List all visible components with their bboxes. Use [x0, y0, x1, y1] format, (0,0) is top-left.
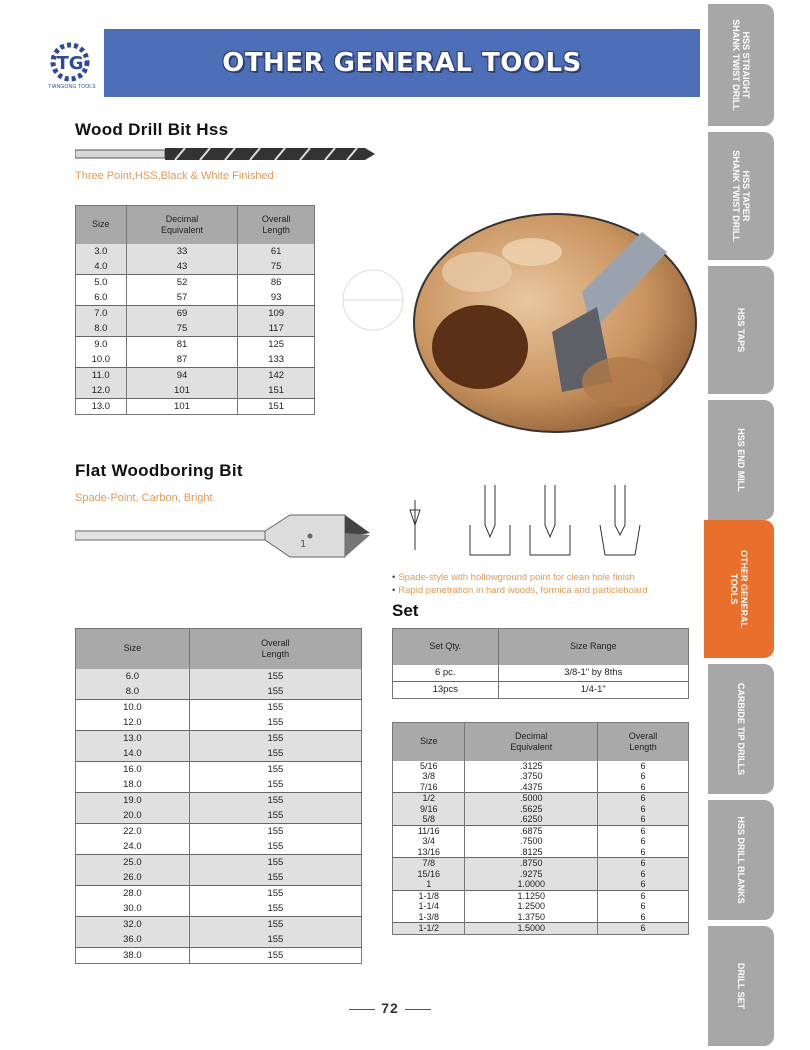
table-row: [76, 305, 315, 321]
col-header: Overall Length: [598, 723, 689, 761]
wood-drill-subtitle: Three Point,HSS,Black & White Finished: [75, 170, 274, 182]
table-row: [76, 383, 315, 399]
table-cell: 155: [189, 761, 361, 777]
table-cell: 6: [598, 890, 689, 901]
col-header: Size Range: [498, 629, 689, 665]
table-row: [76, 808, 362, 824]
table-cell: .9275: [465, 869, 598, 880]
table-row: [393, 761, 689, 772]
table-cell: 155: [189, 932, 361, 948]
table-cell: 38.0: [76, 947, 190, 963]
flat-bit-title: Flat Woodboring Bit: [75, 461, 243, 480]
tab-carbide-tip-drills[interactable]: [708, 664, 774, 794]
table-cell: 155: [189, 684, 361, 700]
table-cell: 61: [238, 244, 315, 259]
table-cell: 7/8: [393, 858, 465, 869]
col-header: Overall Length: [189, 629, 361, 669]
table-cell: 151: [238, 398, 315, 414]
col-header: Size: [76, 206, 127, 244]
table-cell: 8.0: [76, 684, 190, 700]
table-cell: 69: [126, 305, 238, 321]
table-cell: 6: [598, 782, 689, 793]
table-cell: 1.0000: [465, 879, 598, 890]
table-cell: 20.0: [76, 808, 190, 824]
table-cell: 9.0: [76, 336, 127, 352]
table-row: [76, 746, 362, 762]
table-cell: 43: [126, 259, 238, 275]
table-cell: 13.0: [76, 730, 190, 746]
table-row: [76, 290, 315, 306]
table-cell: 3/4: [393, 836, 465, 847]
table-cell: 6: [598, 869, 689, 880]
table-cell: 75: [126, 321, 238, 337]
wood-drill-title: Wood Drill Bit Hss: [75, 120, 229, 139]
table-cell: 10.0: [76, 352, 127, 368]
table-row: [76, 839, 362, 855]
set-table: [392, 628, 689, 699]
table-cell: 9/16: [393, 804, 465, 815]
table-cell: 6: [598, 858, 689, 869]
tab-other-general-tools[interactable]: [704, 520, 774, 658]
table-row: [76, 885, 362, 901]
tab-label: HSS DRILL BLANKS: [736, 816, 746, 904]
table-cell: 3/8: [393, 771, 465, 782]
table-cell: 94: [126, 367, 238, 383]
table-cell: 155: [189, 854, 361, 870]
table-cell: 155: [189, 746, 361, 762]
table-cell: 117: [238, 321, 315, 337]
table-cell: 81: [126, 336, 238, 352]
tab-drill-set[interactable]: [708, 926, 774, 1046]
table-cell: 86: [238, 274, 315, 290]
col-header: Set Qty.: [393, 629, 499, 665]
table-cell: 36.0: [76, 932, 190, 948]
table-cell: 11/16: [393, 825, 465, 836]
table-cell: .8125: [465, 847, 598, 858]
svg-text:TG: TG: [56, 53, 84, 74]
table-cell: 14.0: [76, 746, 190, 762]
table-cell: 155: [189, 715, 361, 731]
tab-label: HSS END MILL: [736, 428, 746, 492]
table-row: [76, 244, 315, 259]
table-cell: 22.0: [76, 823, 190, 839]
table-cell: 155: [189, 947, 361, 963]
table-cell: 3/8-1" by 8ths: [498, 665, 689, 682]
table-row: [76, 684, 362, 700]
table-row: [393, 782, 689, 793]
table-cell: 101: [126, 383, 238, 399]
table-cell: 142: [238, 367, 315, 383]
table-cell: 6: [598, 771, 689, 782]
background-sketch: [338, 260, 408, 340]
table-row: [76, 321, 315, 337]
table-cell: 4.0: [76, 259, 127, 275]
inch-table: [392, 722, 689, 935]
page-number: 72: [335, 1000, 445, 1016]
table-row: [76, 792, 362, 808]
wood-drill-bit-illustration: [75, 143, 375, 165]
table-row: [76, 947, 362, 963]
table-cell: .6875: [465, 825, 598, 836]
table-cell: 6: [598, 879, 689, 890]
table-cell: 16.0: [76, 761, 190, 777]
table-row: [393, 771, 689, 782]
table-row: [393, 825, 689, 836]
col-header: Size: [76, 629, 190, 669]
table-cell: 1/4-1": [498, 681, 689, 698]
table-cell: 6: [598, 836, 689, 847]
set-title: Set: [392, 601, 419, 620]
table-row: [393, 804, 689, 815]
table-cell: 32.0: [76, 916, 190, 932]
table-row: [393, 793, 689, 804]
table-cell: 87: [126, 352, 238, 368]
table-cell: 5/8: [393, 814, 465, 825]
table-cell: 26.0: [76, 870, 190, 886]
table-cell: 28.0: [76, 885, 190, 901]
tab-label: DRILL SET: [736, 962, 746, 1010]
flat-bit-illustration: [75, 505, 375, 565]
table-cell: 101: [126, 398, 238, 414]
table-row: [393, 847, 689, 858]
table-row: [76, 669, 362, 684]
table-row: [393, 879, 689, 890]
table-cell: .6250: [465, 814, 598, 825]
table-cell: 1.3750: [465, 912, 598, 923]
table-row: [76, 777, 362, 793]
table-cell: 25.0: [76, 854, 190, 870]
table-cell: 24.0: [76, 839, 190, 855]
table-row: [393, 836, 689, 847]
col-header: Overall Length: [238, 206, 315, 244]
table-cell: 155: [189, 808, 361, 824]
tab-hss-taps[interactable]: [708, 266, 774, 394]
table-cell: 6: [598, 761, 689, 772]
table-cell: 155: [189, 823, 361, 839]
table-row: [393, 912, 689, 923]
table-cell: 1-3/8: [393, 912, 465, 923]
table-cell: 33: [126, 244, 238, 259]
table-row: [76, 901, 362, 917]
wood-drill-table: [75, 205, 315, 415]
feature-item: • Rapid penetration in hard woods, formica and particleboard: [392, 584, 648, 597]
table-row: [76, 699, 362, 715]
table-cell: 5/16: [393, 761, 465, 772]
tab-label: HSS TAPS: [736, 307, 746, 353]
table-row: [393, 665, 689, 682]
table-cell: 155: [189, 792, 361, 808]
table-row: [76, 870, 362, 886]
table-cell: 133: [238, 352, 315, 368]
table-cell: 11.0: [76, 367, 127, 383]
table-cell: 5.0: [76, 274, 127, 290]
table-cell: .3125: [465, 761, 598, 772]
table-cell: 1: [393, 879, 465, 890]
table-cell: 6.0: [76, 290, 127, 306]
table-cell: 155: [189, 901, 361, 917]
table-cell: 15/16: [393, 869, 465, 880]
table-cell: .4375: [465, 782, 598, 793]
table-cell: 155: [189, 669, 361, 684]
tab-hss-end-mill[interactable]: [708, 400, 774, 520]
table-row: [76, 336, 315, 352]
table-row: [76, 932, 362, 948]
table-cell: .7500: [465, 836, 598, 847]
table-row: [76, 730, 362, 746]
table-cell: .5000: [465, 793, 598, 804]
table-cell: 155: [189, 839, 361, 855]
table-cell: 12.0: [76, 715, 190, 731]
col-header: Decimal Equivalent: [465, 723, 598, 761]
tab-hss-straight[interactable]: [708, 4, 774, 126]
table-cell: 1-1/4: [393, 901, 465, 912]
table-cell: 6: [598, 825, 689, 836]
table-cell: .3750: [465, 771, 598, 782]
table-row: [76, 823, 362, 839]
table-cell: 1.5000: [465, 923, 598, 935]
table-cell: 6: [598, 901, 689, 912]
feature-list: [392, 571, 648, 597]
table-cell: 57: [126, 290, 238, 306]
table-cell: 6: [598, 847, 689, 858]
table-row: [393, 814, 689, 825]
table-row: [76, 274, 315, 290]
table-cell: .8750: [465, 858, 598, 869]
table-cell: 13.0: [76, 398, 127, 414]
tab-label: CARBIDE TIP DRILLS: [736, 682, 746, 776]
table-row: [393, 901, 689, 912]
table-row: [76, 854, 362, 870]
table-cell: 3.0: [76, 244, 127, 259]
col-header: Decimal Equivalent: [126, 206, 238, 244]
flat-bit-stamp: 1: [300, 539, 307, 550]
table-cell: 1.2500: [465, 901, 598, 912]
table-cell: 151: [238, 383, 315, 399]
title-banner: [104, 29, 700, 97]
table-cell: 93: [238, 290, 315, 306]
table-cell: 7.0: [76, 305, 127, 321]
tab-hss-drill-blanks[interactable]: [708, 800, 774, 920]
table-cell: 155: [189, 885, 361, 901]
tab-hss-taper[interactable]: [708, 132, 774, 260]
table-cell: 6: [598, 923, 689, 935]
flat-bit-subtitle: Spade-Point, Carbon, Bright: [75, 492, 213, 504]
table-row: [76, 761, 362, 777]
table-row: [76, 398, 315, 414]
tab-label: HSS STRAIGHT SHANK TWIST DRILL: [731, 19, 751, 111]
table-cell: 1/2: [393, 793, 465, 804]
table-cell: 6 pc.: [393, 665, 499, 682]
col-header: Size: [393, 723, 465, 761]
table-row: [76, 916, 362, 932]
table-row: [393, 681, 689, 698]
table-cell: 155: [189, 699, 361, 715]
table-cell: 13/16: [393, 847, 465, 858]
table-row: [393, 890, 689, 901]
table-cell: 8.0: [76, 321, 127, 337]
feature-item: • Spade-style with hollowground point for clean hole finish: [392, 571, 648, 584]
page-title: OTHER GENERAL TOOLS: [222, 48, 582, 78]
table-row: [76, 352, 315, 368]
table-cell: 7/16: [393, 782, 465, 793]
table-row: [393, 923, 689, 935]
table-cell: 30.0: [76, 901, 190, 917]
table-cell: 1.1250: [465, 890, 598, 901]
table-row: [76, 259, 315, 275]
table-cell: 6: [598, 804, 689, 815]
drilling-photo: [412, 212, 698, 434]
flat-bit-table: [75, 628, 362, 964]
table-cell: 109: [238, 305, 315, 321]
table-cell: 155: [189, 777, 361, 793]
table-cell: 19.0: [76, 792, 190, 808]
logo-text: TIANGONG TOOLS: [48, 84, 96, 90]
tab-label: HSS TAPER SHANK TWIST DRILL: [731, 150, 751, 242]
table-row: [393, 869, 689, 880]
table-cell: 12.0: [76, 383, 127, 399]
table-cell: .5625: [465, 804, 598, 815]
table-cell: 1-1/2: [393, 923, 465, 935]
table-cell: 6: [598, 793, 689, 804]
table-cell: 75: [238, 259, 315, 275]
table-row: [393, 858, 689, 869]
table-row: [76, 367, 315, 383]
table-cell: 13pcs: [393, 681, 499, 698]
table-cell: 155: [189, 916, 361, 932]
table-cell: 18.0: [76, 777, 190, 793]
tab-label: OTHER GENERAL TOOLS: [729, 549, 749, 629]
table-cell: 155: [189, 870, 361, 886]
table-row: [76, 715, 362, 731]
table-cell: 52: [126, 274, 238, 290]
table-cell: 1-1/8: [393, 890, 465, 901]
table-cell: 6: [598, 814, 689, 825]
table-cell: 10.0: [76, 699, 190, 715]
table-cell: 155: [189, 730, 361, 746]
table-cell: 125: [238, 336, 315, 352]
hole-diagrams: [400, 485, 645, 565]
table-cell: 6: [598, 912, 689, 923]
table-cell: 6.0: [76, 669, 190, 684]
